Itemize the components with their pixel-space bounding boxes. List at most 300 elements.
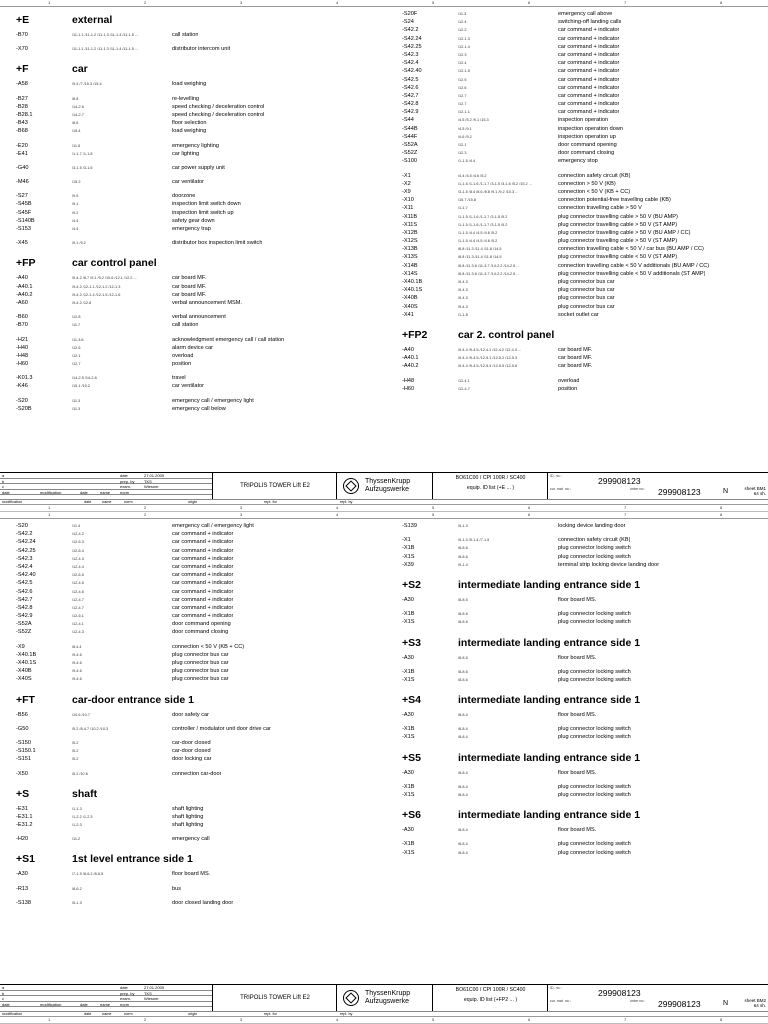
equipment-description: connection safety circuit (KB) [558,537,631,544]
reference-pages: /8.8 /11.3 /11.4 /11.8 /14.5 [458,255,502,260]
equipment-row [402,596,766,604]
equipment-row [16,538,386,546]
equipment-id: -S42.2 [16,531,33,538]
reference-pages: /12.6 [72,345,81,350]
equipment-id: -S52Z [16,629,32,636]
thyssenkrupp-logo-icon [343,990,359,1006]
reference-pages: /12-4.7 [72,597,84,602]
equipment-row [16,45,386,53]
equipment-id: -S42.6 [402,84,419,91]
rev-row-c: c [2,484,4,489]
section-heading [16,257,386,269]
equipment-description: floor board MS. [172,871,211,878]
reference-pages: /9.2 [72,210,79,215]
equipment-id: -A60 [16,299,28,306]
reference-pages: /12.3 [458,52,467,57]
reference-pages: /11.7 [72,323,81,328]
equipment-id: -X1B [402,783,415,790]
equipment-id: -X40.1S [16,660,37,666]
name-label: name [100,489,111,495]
equipment-id: -H60 [402,385,415,392]
equipment-row [16,405,386,413]
revision-n: N [723,1000,729,1007]
equipment-row [16,382,386,390]
prep-label: prep. by [120,478,135,484]
reference-pages: /14-2.6 [72,104,84,109]
equipment-id: -B43 [16,120,28,127]
equipment-row [402,196,766,204]
reference-pages: /12.8 [72,315,81,320]
equipment-id: -S42.6 [16,588,33,595]
equipment-row [402,84,766,92]
equipment-description: car power supply unit [172,164,225,171]
equipment-description: terminal strip locking device landing door [558,561,660,568]
equipment-row [16,374,386,382]
equipment-id: -S27 [16,193,28,200]
equipment-row [16,651,386,659]
equipment-id: -X13S [402,254,418,261]
equipment-row [16,360,386,368]
reference-pages: /1-1.3 [72,806,82,811]
equipment-description: safety gear down [172,217,215,224]
ruler-number: 5 [432,1017,435,1022]
equipment-row [402,67,766,75]
equipment-description: plug connector locking switch [558,619,631,626]
equipment-row [16,805,386,813]
equipment-id: -R13 [16,885,29,892]
reference-pages: /11.4 [72,524,81,528]
section-code: +S6 [402,809,421,822]
equipment-description: plug connector bus car [172,676,229,683]
equipment-row [16,643,386,651]
ruler-number: 8 [720,0,723,5]
equipment-id: -S42.24 [16,539,36,546]
reference-pages: /8-8.6 [458,612,468,617]
equipment-description: floor selection [172,120,207,127]
equipment-id: -G40 [16,164,29,171]
equipment-description: plug connector bus car [558,279,615,285]
section-code: +FP2 [402,328,428,341]
equipment-description: plug connector bus car [172,651,229,658]
exam-value: Wiesner [144,484,159,489]
reference-pages: /5-1.3 [72,900,82,905]
equipment-description: call station [172,32,199,38]
title-block [0,472,768,505]
equipment-description: car command + indicator [558,43,620,50]
equipment-row [402,733,766,741]
reference-pages: /12-1.5 [458,69,470,74]
equipment-row [16,612,386,620]
equipment-description: door command opening [172,621,231,628]
reference-pages: /12-1.1 [458,110,470,115]
equipment-description: plug connector bus car [172,668,229,675]
equipment-id: -X1S [402,619,415,626]
repl-by-label: repl. by [340,1012,353,1016]
prep-value: TKS [144,990,152,996]
equipment-row [402,133,766,141]
equipment-id: -S45B [16,201,32,208]
equipment-description: plug connector locking switch [558,545,631,552]
equipment-description: plug connector travelling cable < 50 V additionals (ST AMP) [558,270,706,277]
reference-pages: /1-1.5 /4.4 /4.5 /4.6 /5.2 [458,239,498,244]
reference-pages: /12.5 [458,77,467,82]
thyssenkrupp-logo-icon [343,478,359,494]
section-title: car control panel [72,257,157,270]
section-heading [16,14,386,26]
equipment-row [16,555,386,563]
reference-pages: /12-6.5 [72,573,84,578]
bottom-name-label: name [102,1012,112,1016]
equipment-id: -K46 [16,383,28,390]
reference-pages: /8-8.4 [458,842,468,847]
equipment-id: -S45F [16,209,32,216]
reference-pages: /5.2 /10.6 [72,771,88,776]
reference-pages: /8-8.4 [458,770,468,775]
equipment-row [16,291,386,299]
reference-pages: /12-4.3 [72,630,84,635]
equipment-id: -A30 [402,654,414,661]
section-code: +S3 [402,636,421,649]
project-name: TRIPOLIS TOWER Lift E2 [212,985,337,1011]
equipment-description: car command + indicator [172,539,234,546]
equipment-row [402,270,766,278]
equipment-id: -S42.4 [402,60,419,67]
equipment-row [402,346,766,354]
order-no-label: order no.: [630,999,646,1003]
equipment-id: -X1 [402,537,411,544]
equipment-row [16,563,386,571]
rev-row-a: a [2,985,5,990]
equipment-id: -X12B [402,229,418,236]
section-title: external [72,14,113,26]
equipment-description: speed checking / deceleration control [172,103,265,110]
cur-mat-label: cur. mat. no.: [550,999,571,1003]
equipment-row [402,561,766,569]
equipment-description: car command + indicator [558,84,620,91]
origin-label: origin [188,500,198,504]
reference-pages: /1-1.7 [458,206,468,211]
ruler-number: 8 [720,1017,723,1022]
ruler-number: 7 [624,0,627,5]
section-heading [402,694,766,706]
equipment-id: -S44 [402,117,414,124]
equipment-row [402,116,766,124]
reference-pages: /11-1.1 /11-1.2 /11-1.3 /11-1.4 /11-1.5 ... [72,33,139,37]
equipment-id: -A40.2 [16,291,33,298]
date-value: 27.01.2009 [144,473,165,478]
equipment-description: re-levelling [172,95,200,102]
section-title: intermediate landing entrance side 1 [458,636,641,649]
equipment-row [16,588,386,596]
section-code: +F [16,63,29,76]
equipment-description: controller / modulator unit door drive car [172,725,271,732]
equipment-id: -B27 [16,95,28,102]
equipment-description: connection safety circuit (KB) [558,172,631,179]
equipment-row [16,813,386,821]
column-ruler [0,512,768,519]
rev-row-date: date [2,1001,10,1007]
equipment-description: connection potential-free travelling cable (KB) [558,197,671,204]
equipment-row [402,544,766,552]
sheet-info: sheet BM2 64 sh. [744,998,766,1008]
equipment-row [402,385,766,393]
equipment-description: emergency call [172,836,210,843]
equipment-description: emergency call below [172,405,226,412]
equipment-description: speed checking / deceleration control [172,111,265,118]
reference-pages: /4.4 [72,227,79,231]
reference-pages: /5.2 /8-4.7 /10.2 /10.3 [72,726,109,731]
ruler-number: 3 [240,0,243,5]
equipment-id: -S42.5 [402,76,419,83]
reference-pages: /12-4.7 [458,386,470,391]
reference-pages: /9.5 [72,194,79,199]
section-title: car-door entrance side 1 [72,693,194,706]
equipment-id: -A40.1 [16,283,33,290]
reference-pages: /8-8.6 [458,554,468,559]
equipment-row [16,321,386,329]
reference-pages: /11.3 [72,406,81,411]
equipment-id: -E31.1 [16,813,33,820]
equipment-description: car command + indicator [172,613,234,620]
id-box [547,985,768,1011]
equipment-description: car command + indicator [172,588,234,595]
modification-label: modification [40,1001,62,1007]
equipment-row [16,150,386,158]
reference-pages: /11.2 [72,837,81,842]
equipment-description: door closed landing door [172,899,234,906]
equipment-row [16,530,386,538]
company-logo [336,473,433,499]
prep-label: prep. by [120,990,135,996]
equipment-description: connection travelling cable < 50 V / car bus (BU AMP / CC) [558,246,704,253]
equipment-row [16,111,386,119]
equipment-description: connection travelling cable > 50 V [558,205,642,212]
id-box [547,473,768,499]
equipment-description: plug connector locking switch [558,676,631,683]
bottom-date-label: date [84,1012,92,1016]
section-heading [16,853,386,865]
equipment-id: -E20 [16,142,28,149]
reference-pages: /4.6 /9.2 [458,134,472,139]
equipment-description: emergency call / emergency light [172,523,254,529]
equipment-row [402,618,766,626]
company-name-1: ThyssenKrupp [365,990,411,997]
reference-pages: /12-4.1 [72,622,84,627]
reference-pages: /8-8.4 [458,850,468,855]
reference-pages: /4.5 /9.1 [458,126,472,131]
equipment-description: inspection operation [558,117,609,124]
equipment-row [16,352,386,360]
date-value: 27.01.2009 [144,985,165,990]
company-name-1: ThyssenKrupp [365,478,411,485]
reference-pages: /12-1.4 [458,44,470,49]
equipment-description: door safety car [172,711,209,718]
rev-row-b: b [2,990,5,996]
reference-pages: /11.3 [458,12,467,16]
sheet-page-2 [0,512,768,1024]
equipment-row [402,188,766,196]
equipment-id: -E31.2 [16,822,33,829]
prep-value: TKS [144,478,152,484]
date-col-label: date [80,1001,88,1007]
equipment-description: locking device landing door [558,523,626,529]
equipment-row [402,10,766,18]
reference-pages: /12-6.1 [72,614,84,619]
equipment-row [402,262,766,270]
equipment-id: -X40S [16,676,32,683]
equipment-id: -A40.1 [402,355,419,362]
equipment-id: -X1B [402,545,415,552]
equipment-id: -X40S [402,303,418,310]
equipment-description: door locking car [172,756,212,763]
reference-pages: /12.1 [458,143,467,147]
reference-pages: /12.4 [458,20,467,25]
reference-pages: /9-4.6 [72,677,82,682]
equipment-row [16,870,386,878]
equipment-description: doorzone [172,193,196,200]
equipment-id: -X1S [402,553,415,560]
equipment-row [402,108,766,116]
equipment-row [16,755,386,763]
equipment-description: plug connector travelling cable > 50 V (ST AMP) [558,221,678,228]
equipment-description: travel [172,375,186,382]
equipment-row [402,769,766,777]
reference-pages: /12-4.5 [72,581,84,586]
reference-pages: /1-1.5 /1-1.6 /1-1.7 /3-1.5 /3-1.6 /5.2 /15.2 ... [458,181,532,186]
document-code-box [432,985,548,1011]
equipment-row [402,141,766,149]
section-title: intermediate landing entrance side 1 [458,578,641,591]
equipment-description: socket outlet car [558,311,599,318]
section-title: intermediate landing entrance side 1 [458,694,641,707]
reference-pages: /15.1 /15.2 [72,384,90,389]
equipment-id: -X1B [402,726,415,733]
equipment-id: -X40.1S [402,287,423,294]
reference-pages: /12-6.3 [72,540,84,545]
equipment-id: -K01.3 [16,375,33,382]
equipment-id: -X1S [402,676,415,683]
equipment-description: floor board MS. [558,712,597,719]
equipment-id: -X1S [402,849,415,856]
equipment-row [16,164,386,172]
equipment-id: -X39 [402,561,414,568]
equipment-description: car command + indicator [558,109,620,116]
equipment-id: -H21 [16,336,29,343]
equipment-description: car command + indicator [172,547,234,554]
equipment-description: position [172,361,192,368]
id-no-label: ID. no.: [550,474,562,478]
reference-pages: /8.8 /11-3.6 /11-3.7 /14-2.2 /14-2.5 ... [458,271,520,276]
ruler-number: 5 [432,505,435,510]
equipment-row [402,51,766,59]
left-column [16,522,386,907]
equipment-id: -S20B [16,405,32,412]
equipment-id: -S44B [402,125,418,132]
equipment-row [16,119,386,127]
equipment-id: -M46 [16,179,29,186]
equipment-description: overload [172,352,194,359]
column-ruler-bottom [0,1016,768,1023]
equipment-description: inspection operation down [558,125,623,132]
equipment-description: car-door closed [172,748,211,755]
equipment-id: -X1B [402,611,415,618]
reference-pages: /15.7 /15.8 [458,198,476,203]
equipment-id: -X11B [402,213,418,220]
reference-pages: /12-4.7 [72,605,84,610]
reference-pages: /9-4.4 /9-4.5 /12-5.4 /12-5.5 /12-5.6 [458,364,518,369]
equipment-description: car board MF. [558,363,593,370]
column-ruler-bottom [0,504,768,511]
reference-pages: /3-1.5 /8.4 /8.6 /8.8 /9.1 /9.2 /10.3 ... [458,189,519,194]
equipment-description: verbal announcement [172,314,226,321]
reference-pages: /15.4 [72,129,81,134]
equipment-id: -X12S [402,238,418,245]
ruler-number: 6 [528,1017,531,1022]
reference-pages: /9-4.4 /9-4.5 /12-5.1 /12-5.2 /12-5.3 [458,356,518,361]
equipment-description: connection car-door [172,770,222,777]
equipment-description: plug connector bus car [172,660,229,666]
equipment-id: -X1S [402,792,415,798]
reference-pages: /1-2.3 [72,823,82,828]
equipment-description: plug connector bus car [558,287,615,294]
bottom-mod-label: modification [2,500,23,504]
equipment-description: car command + indicator [172,572,234,579]
ruler-number: 3 [240,512,243,517]
bottom-mod-label: modification [2,1012,23,1016]
equipment-row [16,192,386,200]
reference-pages: /9-4.2 /12-1.4 /12-1.5 /12-1.6 [72,292,121,297]
equipment-row [402,354,766,362]
order-no-label: order no.: [630,487,646,491]
reference-pages: /8.8 /11-3.6 /11-3.7 /14-2.2 /14-2.5 ... [458,263,520,268]
equipment-description: floor board MS. [558,596,597,603]
equipment-description: plug connector locking switch [558,841,631,848]
equipment-id: -B56 [16,711,28,718]
ruler-number: 4 [336,0,339,5]
equipment-id: -X70 [16,46,28,53]
equipment-description: door command opening [558,142,617,148]
equipment-row [402,229,766,237]
rev-row-c: c [2,996,4,1001]
equipment-description: floor board MS. [558,769,597,776]
equipment-id: -X1B [402,841,415,848]
equipment-row [16,397,386,405]
equipment-description: car command + indicator [172,596,234,603]
equipment-id: -A40 [16,275,28,282]
origin-label: origin [188,1012,198,1016]
equipment-row [402,237,766,245]
reference-pages: /4.4 /4.5 /4.6 /5.2 [458,173,487,178]
equipment-id: -S42.40 [402,68,422,75]
equipment-description: distributor intercom unit [172,46,231,53]
reference-pages: /12-4.6 [72,589,84,594]
equipment-id: -X40B [16,668,32,675]
right-column [402,522,766,857]
ruler-number: 1 [48,0,51,5]
reference-pages: /8-8.5 [458,597,468,602]
ruler-number: 8 [720,512,723,517]
equipment-description: car command + indicator [558,101,620,108]
equipment-row [402,553,766,561]
reference-pages: /12.4 [458,61,467,66]
reference-pages: /10.6 /10.7 [72,712,90,717]
equipment-row [402,157,766,165]
equipment-id: -H48 [16,352,29,359]
equipment-row [16,80,386,88]
equipment-description: car command + indicator [558,68,620,75]
equipment-id: -S42.25 [402,43,422,50]
reference-pages: /4.4 [72,218,79,223]
